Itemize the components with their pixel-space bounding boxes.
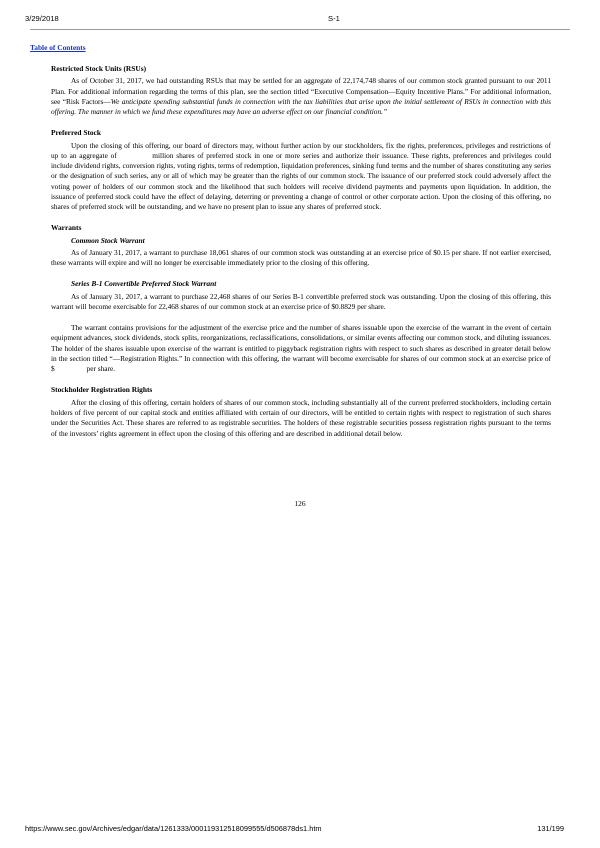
document-body — [51, 64, 551, 450]
series-b1-text-b: per share. — [86, 364, 116, 374]
page-indicator: 131/199 — [537, 824, 564, 833]
section-heading-registration-rights: Stockholder Registration Rights — [51, 385, 153, 395]
page-number: 126 — [294, 499, 306, 508]
rsu-text: As of October 31, 2017, we had outstanding RSUs that may be settled for an aggregate of 22,174,748 shares of our common stock granted pursuant to our 2011 Plan. For additional information regarding the terms of this plan, see the section titled “Executive Compensation—Equity Incentive Plans.” For additional information, see “Risk Factors— — [51, 76, 551, 106]
document-title: S-1 — [328, 14, 340, 23]
preferred-stock-paragraph — [51, 141, 551, 213]
table-of-contents-link[interactable]: Table of Contents — [30, 43, 86, 52]
section-heading-preferred-stock: Preferred Stock — [51, 128, 102, 138]
subheading-series-b1-warrant: Series B-1 Convertible Preferred Stock Warrant — [71, 279, 217, 289]
series-b1-text-a: The warrant contains provisions for the adjustment of the exercise price and the number of shares issuable upon the exercise of the warrant in the event of certain equipment advances, stock dividends, stock splits, reorganizations, reclassifications, consolidations, or similar events affecting our common stock, and diluting issuances. The holder of the shares issuable upon exercise of the warrant is entitled to piggyback registration rights with respect to such shares as described in greater detail below in the section titled “—Registration Rights.” In connection with this offering, the warrant will become exercisable for shares of our common stock at an exercise price of $ — [51, 323, 551, 374]
print-date: 3/29/2018 — [25, 14, 59, 23]
section-heading-rsu: Restricted Stock Units (RSUs) — [51, 64, 147, 73]
rsu-risk-factor-italic: We anticipate spending substantial funds in connection with the tax liabilities that arise upon the initial settlement of RSUs in connection with this offering. The manner in which we fund these expenditures may have an adverse effect on our financial condition. — [51, 96, 551, 117]
print-header — [25, 14, 575, 26]
common-warrant-paragraph: As of January 31, 2017, a warrant to purchase 18,061 shares of our common stock was outstanding at an exercise price of $0.15 per share. If not earlier exercised, these warrants will expire and will no longer be exercisable immediately prior to the closing of this offering. — [51, 248, 551, 268]
preferred-text-a: Upon the closing of this offering, our board of directors may, without further action by our stockholders, fix the rights, preferences, privileges and restrictions of up to an aggregate of — [51, 140, 551, 160]
rsu-paragraph — [51, 76, 551, 117]
rsu-close-quote: ” — [382, 107, 388, 117]
subheading-common-stock-warrant: Common Stock Warrant — [71, 235, 145, 245]
source-url: https://www.sec.gov/Archives/edgar/data/1261333/000119312518099555/d506878ds1.htm — [25, 824, 322, 833]
registration-rights-paragraph: After the closing of this offering, certain holders of shares of our common stock, including substantially all of the current preferred stockholders, including certain holders of five percent of our capital stock and entities affiliated with certain of our directors, will be entitled to certain rights with respect to registration of such shares under the Securities Act. These shares are referred to as registrable securities. The holders of these registrable securities possess registration rights pursuant to the terms of the investors’ rights agreement in effect upon the closing of this offering and are described in additional detail below. — [51, 397, 551, 438]
preferred-text-b: million shares of preferred stock in one or more series and authorize their issuance. These rights, preferences and privileges could include dividend rights, conversion rights, voting rights, terms of redemption, liquidation preferences, sinking fund terms and the number of shares constituting any series or the designation of such series, any or all of which may be greater than the rights of our common stock. The issuance of our preferred stock could adversely affect the voting power of holders of our common stock and the likelihood that such holders will receive dividend payments and payments upon liquidation. In addition, the issuance of preferred stock could have the effect of delaying, deterring or preventing a change of control or other corporate action. Upon the closing of this offering, no shares of preferred stock will be outstanding, and we have no present plan to issue any shares of preferred stock. — [51, 150, 551, 212]
header-divider — [30, 29, 570, 30]
series-b1-paragraph-1: As of January 31, 2017, a warrant to purchase 22,468 shares of our Series B-1 convertible preferred stock was outstanding. Upon the closing of this offering, this warrant will become exercisable for 22,468 shares of our common stock at an exercise price of $0.8829 per share. — [51, 291, 551, 312]
section-heading-warrants: Warrants — [51, 223, 82, 233]
series-b1-paragraph-2 — [51, 323, 551, 374]
